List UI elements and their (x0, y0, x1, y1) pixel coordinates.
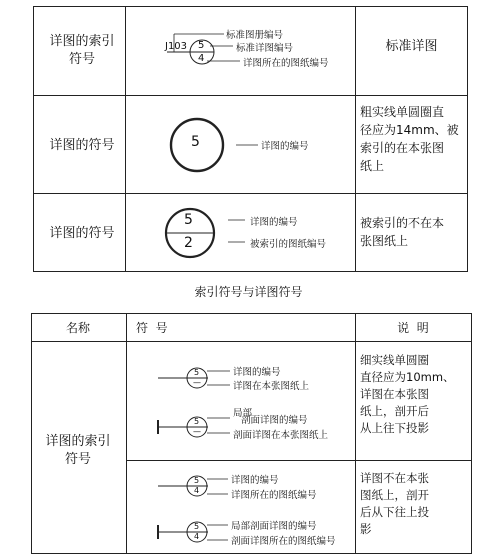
sub2-desc-line3: 后从下往上投 (360, 505, 429, 519)
row3-desc-line2: 张图纸上 (360, 234, 409, 248)
row2-circle-number: 5 (191, 134, 200, 150)
row2-name: 详图的符号 (49, 138, 115, 153)
row1-desc: 标准详图 (385, 39, 438, 54)
sub2-b-label2: 剖面详图所在的图纸编号 (231, 536, 336, 547)
sub2-desc-line1: 详图不在本张 (360, 471, 429, 485)
sub1-b-label1: 剖面详图的编号 (241, 415, 308, 426)
row2-desc-line4: 纸上 (360, 159, 385, 173)
row3-circle-top: 5 (184, 212, 193, 228)
header-desc: 说 明 (397, 321, 429, 335)
sub1-b-circle-bottom: — (193, 427, 201, 436)
row1-name-line1: 详图的索引 (49, 34, 115, 49)
sub2-desc-line4: 影 (360, 522, 372, 536)
row3-desc-line1: 被索引的不在本 (360, 216, 445, 230)
row1-label-detail: 标准详图编号 (236, 43, 294, 54)
sub1-b-label2: 剖面详图在本张图纸上 (233, 430, 329, 441)
row1-label-sheet: 详图所在的图纸编号 (243, 58, 329, 69)
sub1-desc-line3: 详图在本张图 (360, 387, 429, 401)
sub2-a-label1: 详图的编号 (231, 475, 279, 486)
sub1-desc-line4: 纸上，剖开后 (360, 404, 429, 418)
sub1-b-circle-top: 5 (194, 417, 200, 426)
sub2-a-label2: 详图所在的图纸编号 (231, 490, 317, 501)
row3-name: 详图的符号 (49, 226, 115, 241)
sub1-desc-line2: 直径应为10mm、 (360, 370, 455, 384)
row2-label: 详图的编号 (261, 141, 309, 152)
sub2-a-circle-top: 5 (194, 476, 200, 485)
sub2-b-circle-bottom: 4 (194, 532, 200, 541)
row3-label-top: 详图的编号 (250, 217, 298, 228)
sub2-desc (360, 470, 470, 538)
sub1-a-circle-bottom: — (193, 378, 201, 387)
figure-caption: 索引符号与详图符号 (194, 285, 303, 299)
sub1-a-label1: 详图的编号 (233, 367, 281, 378)
sub2-b-label1: 局部剖面详图的编号 (231, 521, 317, 532)
sub2-a-circle-bottom: 4 (194, 486, 200, 495)
sub1-desc-line5: 从上往下投影 (360, 421, 429, 435)
row1-circle-bottom: 4 (198, 53, 205, 64)
row1-circle-top: 5 (198, 40, 205, 51)
row3-label-bottom: 被索引的图纸编号 (250, 239, 327, 250)
row1-label-atlas: 标准图册编号 (226, 30, 284, 41)
sub1-b-prefix: 局部 (233, 408, 253, 419)
row2-desc-line2: 径应为14mm、被 (360, 123, 459, 137)
row2-desc-line3: 索引的在本张图 (360, 141, 445, 155)
sub1-desc-line1: 细实线单圆圈 (360, 353, 429, 367)
sub1-desc (360, 352, 470, 437)
table2-name-line1: 详图的索引 (45, 434, 111, 449)
row3-circle-bottom: 2 (184, 235, 193, 251)
header-symbol: 符 号 (136, 321, 168, 335)
table2-name-line2: 符号 (64, 452, 91, 467)
sub1-a-circle-top: 5 (194, 368, 200, 377)
row1-index-code: J103 (165, 41, 188, 52)
row2-desc-line1: 粗实线单圆圈直 (360, 105, 445, 119)
sub1-a-label2: 详图在本张图纸上 (233, 381, 310, 392)
sub2-b-circle-top: 5 (194, 522, 200, 531)
header-name: 名称 (65, 321, 90, 335)
row1-name-line2: 符号 (68, 52, 95, 67)
sub2-desc-line2: 图纸上，剖开 (360, 488, 429, 502)
